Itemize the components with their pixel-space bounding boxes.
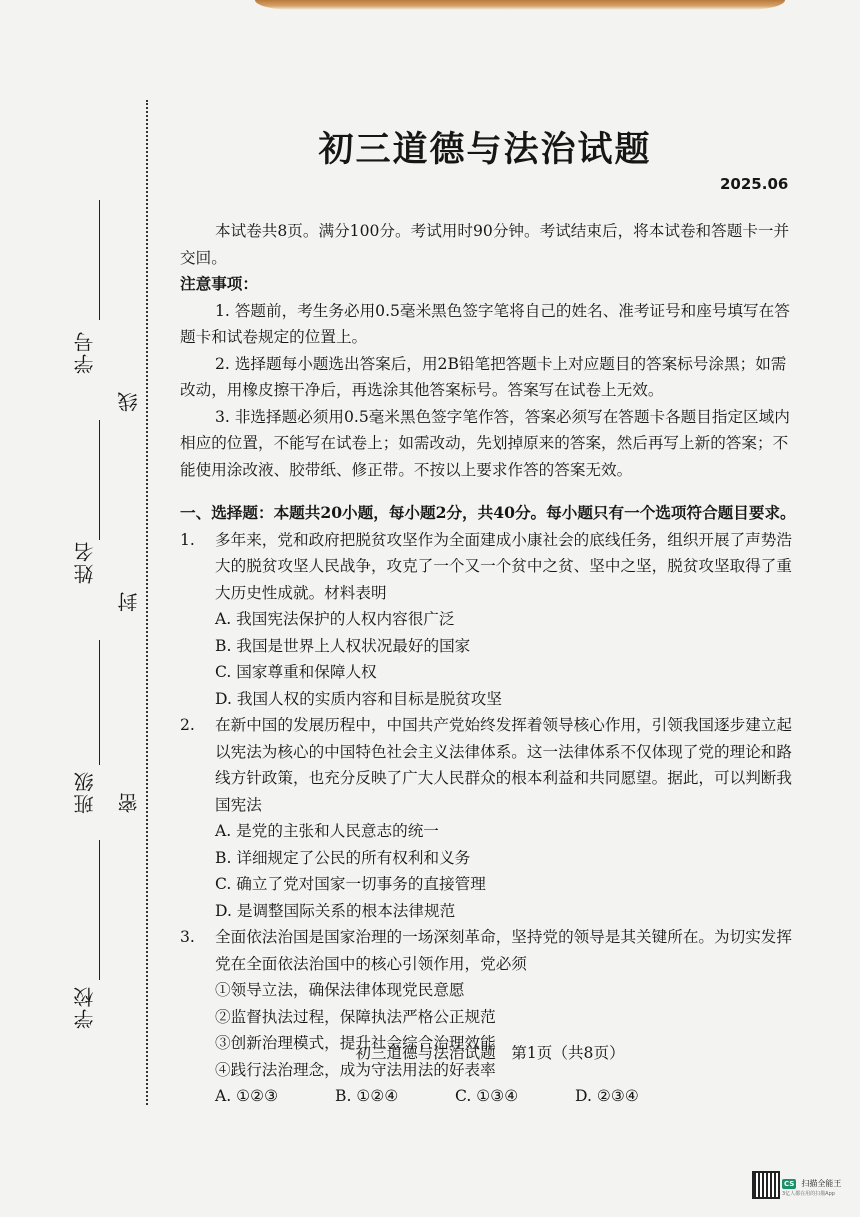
binder-clip (255, 0, 785, 10)
question-number: 3. (180, 928, 195, 946)
note-item: 2. 选择题每小题选出答案后，用2B铅笔把答题卡上对应题目的答案标号涂黑；如需改动，用橡皮擦干净后，再选涂其他答案标号。答案写在试卷上无效。 (180, 354, 787, 399)
binding-dotted-line (146, 100, 148, 1105)
note-item: 1. 答题前，考生务必用0.5毫米黑色签字笔将自己的姓名、准考证号和座号填写在答题卡和试卷规定的位置上。 (180, 301, 790, 346)
note-item: 3. 非选择题必须用0.5毫米黑色签字笔作答，答案必须写在答题卡各题目指定区域内相应的位置，不能写在试卷上；如需改动，先划掉原来的答案，然后再写上新的答案；不能使用涂改液、胶带纸、修正带。不按以上要求作答的答案无效。 (180, 407, 790, 479)
question-stem: 在新中国的发展历程中，中国共产党始终发挥着领导核心作用，引领我国逐步建立起以宪法为核心的中国特色社会主义法律体系。这一法律体系不仅体现了党的理论和路线方针政策，也充分反映了广大人民群众的根本利益和共同愿望。据此，可以判断我国宪法 (215, 716, 792, 814)
option: D. 是调整国际关系的根本法律规范 (215, 901, 456, 920)
exam-date: 2025.06 (720, 175, 789, 193)
exam-content (180, 218, 800, 1110)
statement: ④践行法治理念，成为守法用法的好表率 (215, 1060, 496, 1079)
question-stem: 多年来，党和政府把脱贫攻坚作为全面建成小康社会的底线任务，组织开展了声势浩大的脱贫攻坚人民战争，攻克了一个又一个贫中之贫、坚中之坚，脱贫攻坚取得了重大历史性成就。材料表明 (215, 530, 792, 602)
seal-char-secret: 密 (117, 793, 141, 813)
option: A. 是党的主张和人民意志的统一 (215, 822, 439, 840)
statement: ③创新治理模式，提升社会综合治理效能 (215, 1034, 496, 1052)
option: D. 我国人权的实质内容和目标是脱贫攻坚 (215, 689, 502, 708)
scanner-name: 扫描全能王 (801, 1179, 842, 1188)
option: B. 详细规定了公民的所有权利和义务 (215, 848, 471, 867)
statement: ②监督执法过程，保障执法严格公正规范 (215, 1007, 496, 1026)
intro-text: 本试卷共8页。满分100分。考试用时90分钟。考试结束后，将本试卷和答题卡一并交回。 (180, 222, 790, 267)
option: B. ①②④ (335, 1087, 399, 1105)
page-footer: 初三道德与法治试题 第1页（共8页） (355, 1044, 625, 1062)
seal-char-seal: 封 (117, 592, 141, 612)
page-title: 初三道德与法治试题 (318, 130, 652, 170)
option: C. ①③④ (455, 1087, 519, 1105)
field-label-student-id: 学号 (73, 330, 97, 374)
question-1 (180, 527, 800, 607)
field-label-school: 学校 (73, 985, 97, 1029)
options-row (180, 1083, 800, 1110)
scanner-watermark (782, 1171, 846, 1199)
field-line-class (99, 640, 100, 765)
field-line-school (99, 840, 100, 980)
question-3 (180, 924, 800, 977)
seal-char-line: 线 (117, 392, 141, 412)
field-line-name (99, 420, 100, 540)
scanner-subtitle: 3亿人都在用的扫描App (782, 1191, 835, 1197)
option: D. ②③④ (575, 1087, 639, 1105)
scanner-badge: CS (784, 1180, 795, 1188)
section-heading: 一、选择题：本题共20小题，每小题2分，共40分。每小题只有一个选项符合题目要求。 (180, 503, 796, 522)
question-2 (180, 712, 800, 818)
field-line-student-id (99, 200, 100, 320)
field-label-class: 班级 (73, 770, 97, 814)
qr-code-icon (752, 1171, 780, 1199)
option: C. 确立了党对国家一切事务的直接管理 (215, 875, 486, 893)
option: A. ①②③ (215, 1087, 279, 1105)
option: A. 我国宪法保护的人权内容很广泛 (215, 610, 455, 628)
option: C. 国家尊重和保障人权 (215, 663, 377, 681)
question-stem: 全面依法治国是国家治理的一场深刻革命，坚持党的领导是其关键所在。为切实发挥党在全面依法治国中的核心引领作用，党必须 (215, 928, 792, 973)
field-label-name: 姓名 (73, 540, 97, 584)
statement: ①领导立法，确保法律体现党民意愿 (215, 981, 465, 999)
notes-heading: 注意事项： (180, 274, 258, 293)
option: B. 我国是世界上人权状况最好的国家 (215, 636, 471, 655)
question-number: 2. (180, 716, 195, 734)
question-number: 1. (180, 530, 195, 549)
